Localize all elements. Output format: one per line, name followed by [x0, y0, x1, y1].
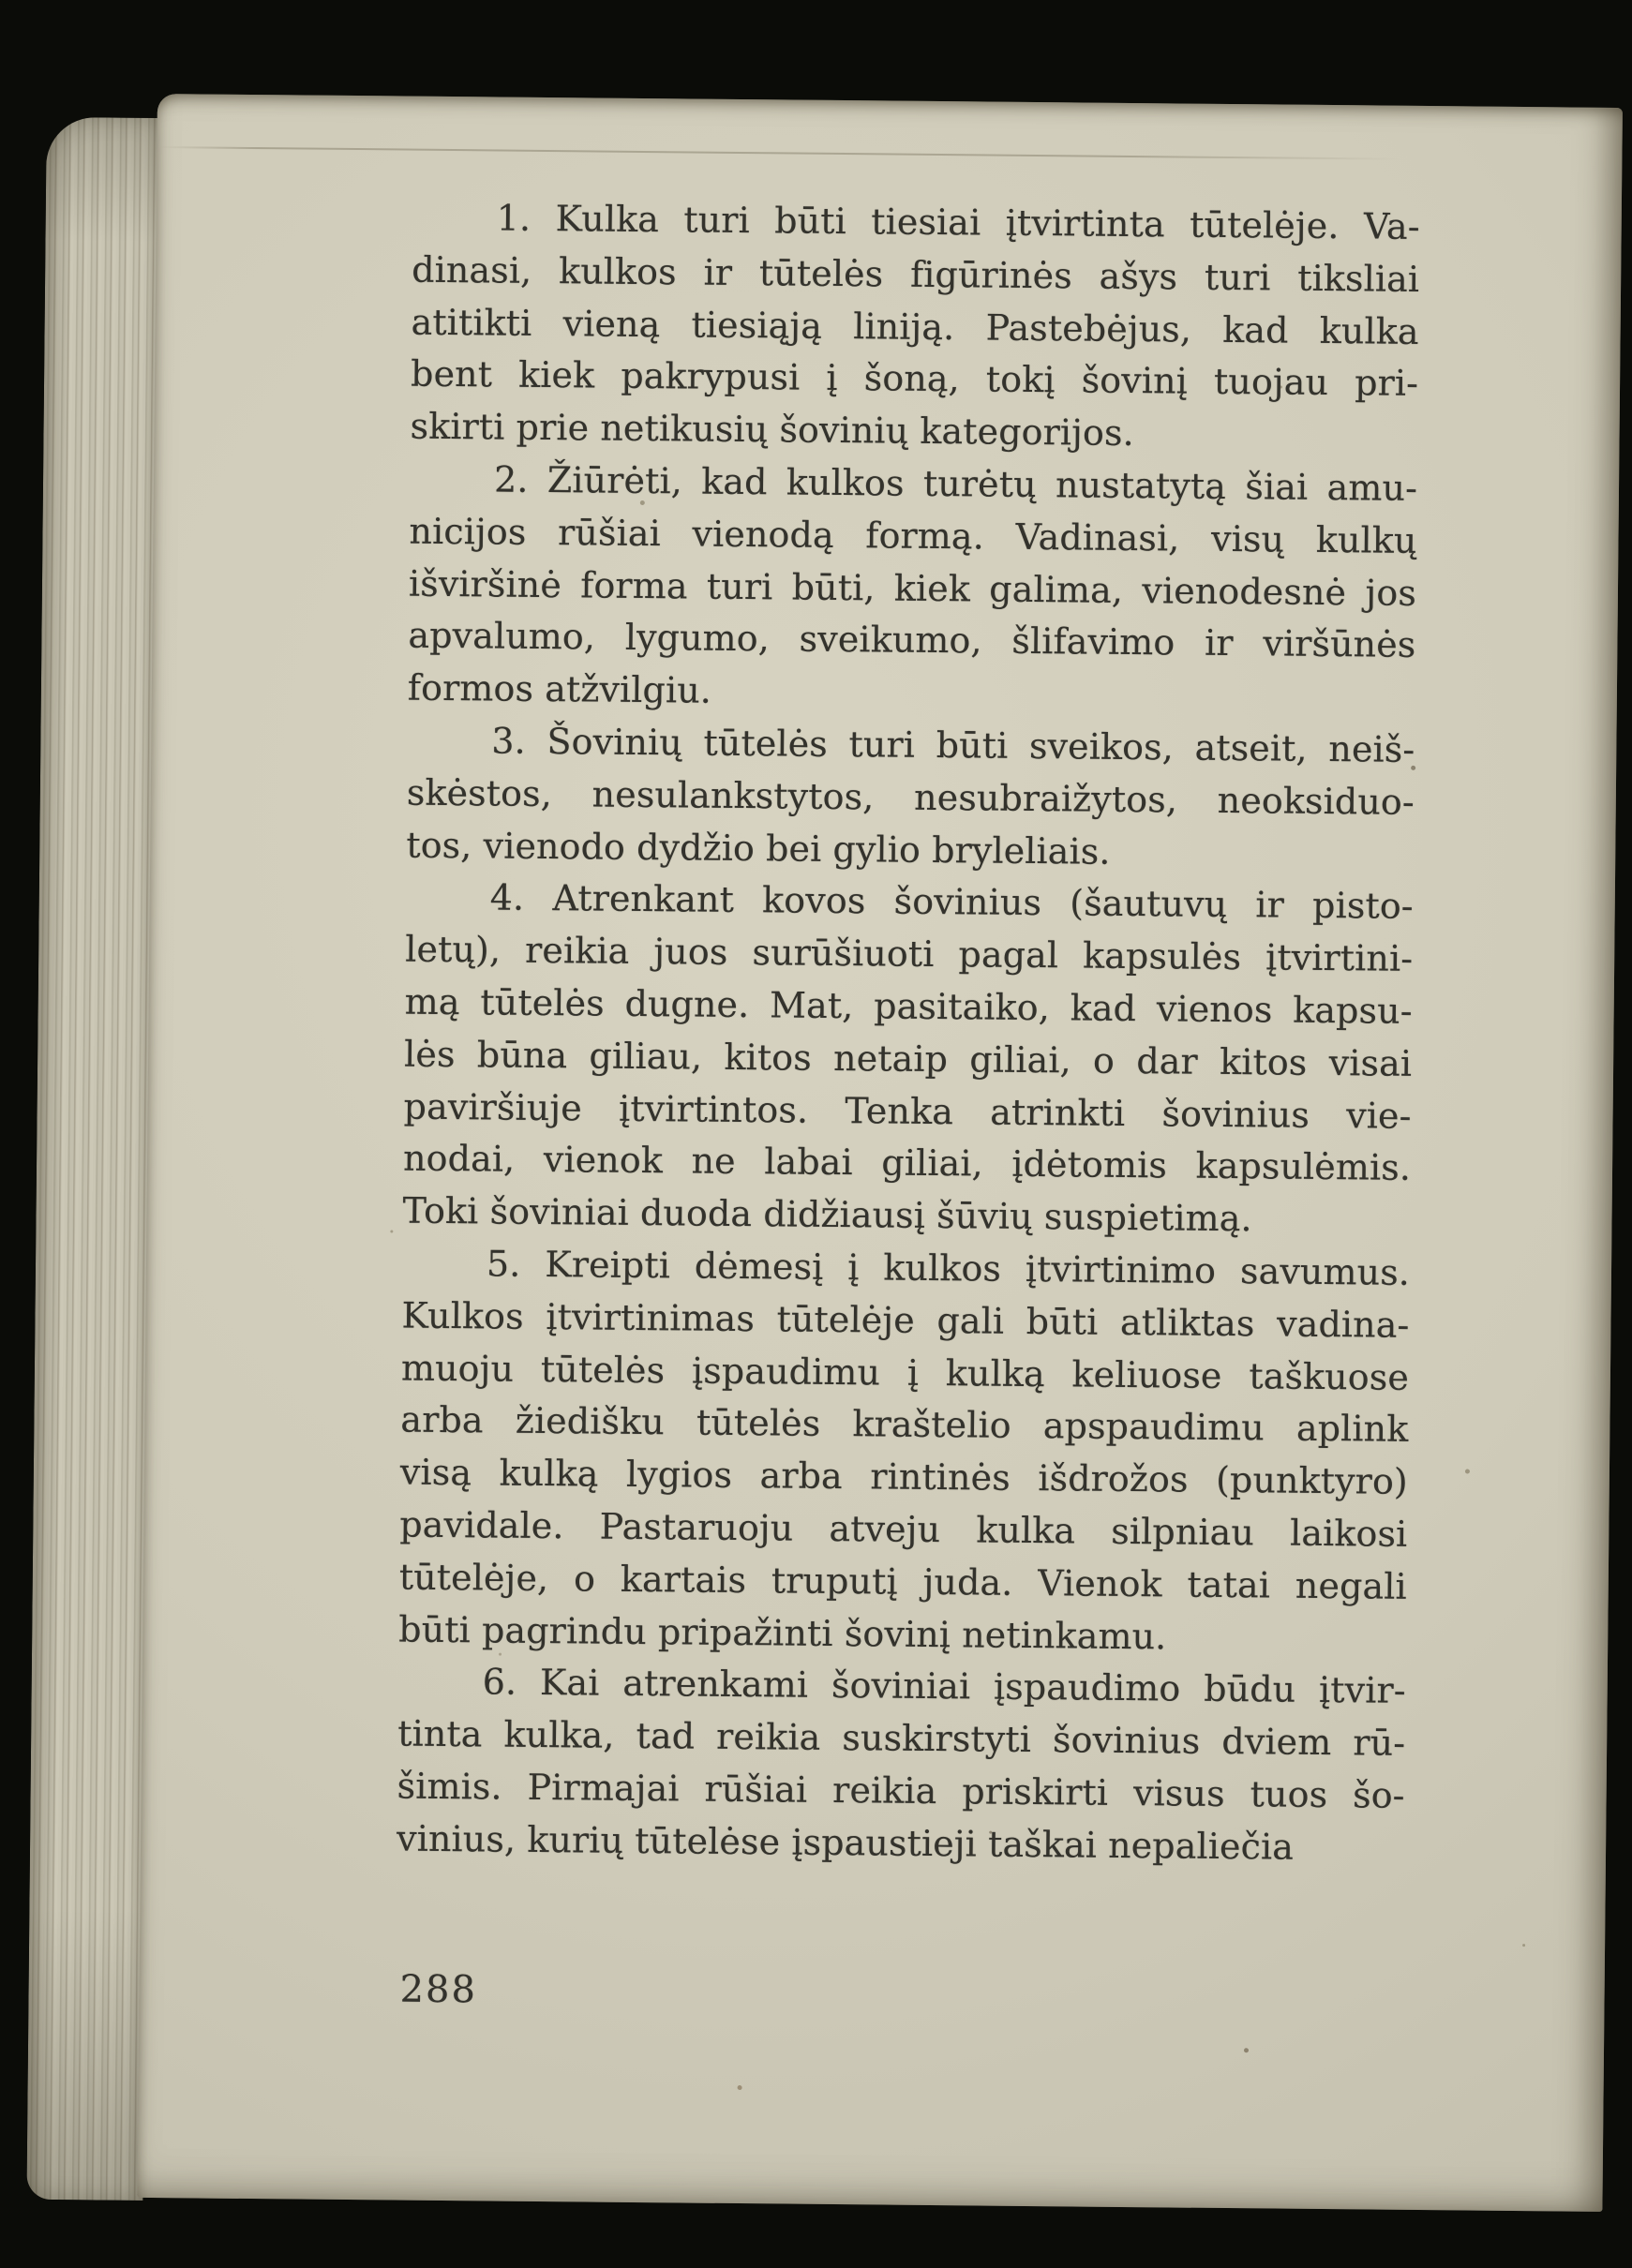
- paragraph-2-line-1: 2. Žiūrėti, kad kulkos turėtų nustatytą šiai amu-: [493, 458, 1418, 509]
- paragraph-4-line-6: nodai, vienok ne labai giliai, įdėtomis kapsulėmis.: [402, 1137, 1412, 1189]
- paragraph-5-line-1: 5. Kreipti dėmesį į kulkos įtvirtinimo savumus.: [486, 1243, 1411, 1293]
- paragraph-1-line-3: atitikti vieną tiesiąją liniją. Pastebėjus, kad kulka: [411, 301, 1419, 352]
- paragraph-4-line-3: mą tūtelės dugne. Mat, pasitaiko, kad vienos kapsu-: [404, 980, 1413, 1032]
- paragraph-5-line-5: visą kulką lygios arba rintinės išdrožos (punktyro): [399, 1451, 1409, 1502]
- paragraph-3-line-1: 3. Šovinių tūtelės turi būti sveikos, atseit, neiš-: [491, 720, 1415, 770]
- paragraph-5-line-3: muoju tūtelės įspaudimu į kulką keliuose taškuose: [400, 1347, 1410, 1398]
- paragraph-5-line-6: pavidale. Pastaruoju atveju kulka silpniau laikosi: [399, 1503, 1408, 1555]
- paragraph-5-line-4: arba žiedišku tūtelės kraštelio apspaudimu aplink: [400, 1398, 1409, 1451]
- paragraph-3-line-2: skėstos, nesulankstytos, nesubraižytos, neoksiduo-: [406, 771, 1415, 823]
- paragraph-4-line-7: Toki šoviniai duoda didžiausį šūvių suspietimą.: [402, 1189, 1252, 1240]
- paragraph-4-line-5: paviršiuje įtvirtintos. Tenka atrinkti šovinius vie-: [403, 1085, 1412, 1137]
- paragraph-5-line-7: tūtelėje, o kartais truputį juda. Vienok tatai negali: [398, 1556, 1407, 1607]
- paragraph-2-line-5: formos atžvilgiu.: [407, 666, 712, 711]
- text-block: [397, 192, 1420, 1875]
- paragraph-1-line-4: bent kiek pakrypusi į šoną, tokį šovinį tuojau pri-: [410, 352, 1419, 405]
- paragraph-3-line-3: tos, vienodo dydžio bei gylio bryleliais.: [406, 824, 1111, 873]
- paragraph-4-line-2: letų), reikia juos surūšiuoti pagal kapsulės įtvirtini-: [405, 928, 1414, 980]
- book-page: [137, 94, 1622, 2212]
- paragraph-2-line-4: apvalumo, lygumo, sveikumo, šlifavimo ir viršūnės: [408, 614, 1416, 666]
- paragraph-1-line-2: dinasi, kulkos ir tūtelės figūrinės ašys turi tiksliai: [412, 248, 1420, 300]
- underlying-page-edge: [158, 146, 1400, 160]
- paragraph-6-line-4: vinius, kurių tūtelėse įspaustieji taškai nepaliečia: [396, 1817, 1295, 1868]
- paragraph-4-line-4: lės būna giliau, kitos netaip giliai, o dar kitos visai: [403, 1033, 1413, 1084]
- page-number: 288: [399, 1967, 478, 2012]
- paper-specks: [157, 94, 160, 97]
- paragraph-1-line-5: skirti prie netikusių šovinių kategorijos.: [410, 405, 1135, 455]
- paragraph-6-line-2: tinta kulka, tad reikia suskirstyti šovinius dviem rū-: [397, 1712, 1406, 1764]
- paragraph-6-line-1: 6. Kai atrenkami šoviniai įspaudimo būdu įtvir-: [482, 1661, 1406, 1712]
- paragraph-2-line-3: išviršinė forma turi būti, kiek galima, vienodesnė jos: [408, 562, 1417, 614]
- paragraph-5-line-2: Kulkos įtvirtinimas tūtelėje gali būti atliktas vadina-: [401, 1294, 1410, 1346]
- paragraph-4-line-1: 4. Atrenkant kovos šovinius (šautuvų ir pisto-: [489, 876, 1414, 928]
- paragraph-2-line-2: nicijos rūšiai vienodą formą. Vadinasi, visų kulkų: [409, 510, 1417, 561]
- paragraph-6-line-3: šimis. Pirmajai rūšiai reikia priskirti visus tuos šo-: [397, 1765, 1405, 1816]
- paragraph-5-line-8: būti pagrindu pripažinti šovinį netinkamu.: [398, 1608, 1167, 1657]
- paragraph-1-line-1: 1. Kulka turi būti tiesiai įtvirtinta tūtelėje. Va-: [496, 197, 1420, 247]
